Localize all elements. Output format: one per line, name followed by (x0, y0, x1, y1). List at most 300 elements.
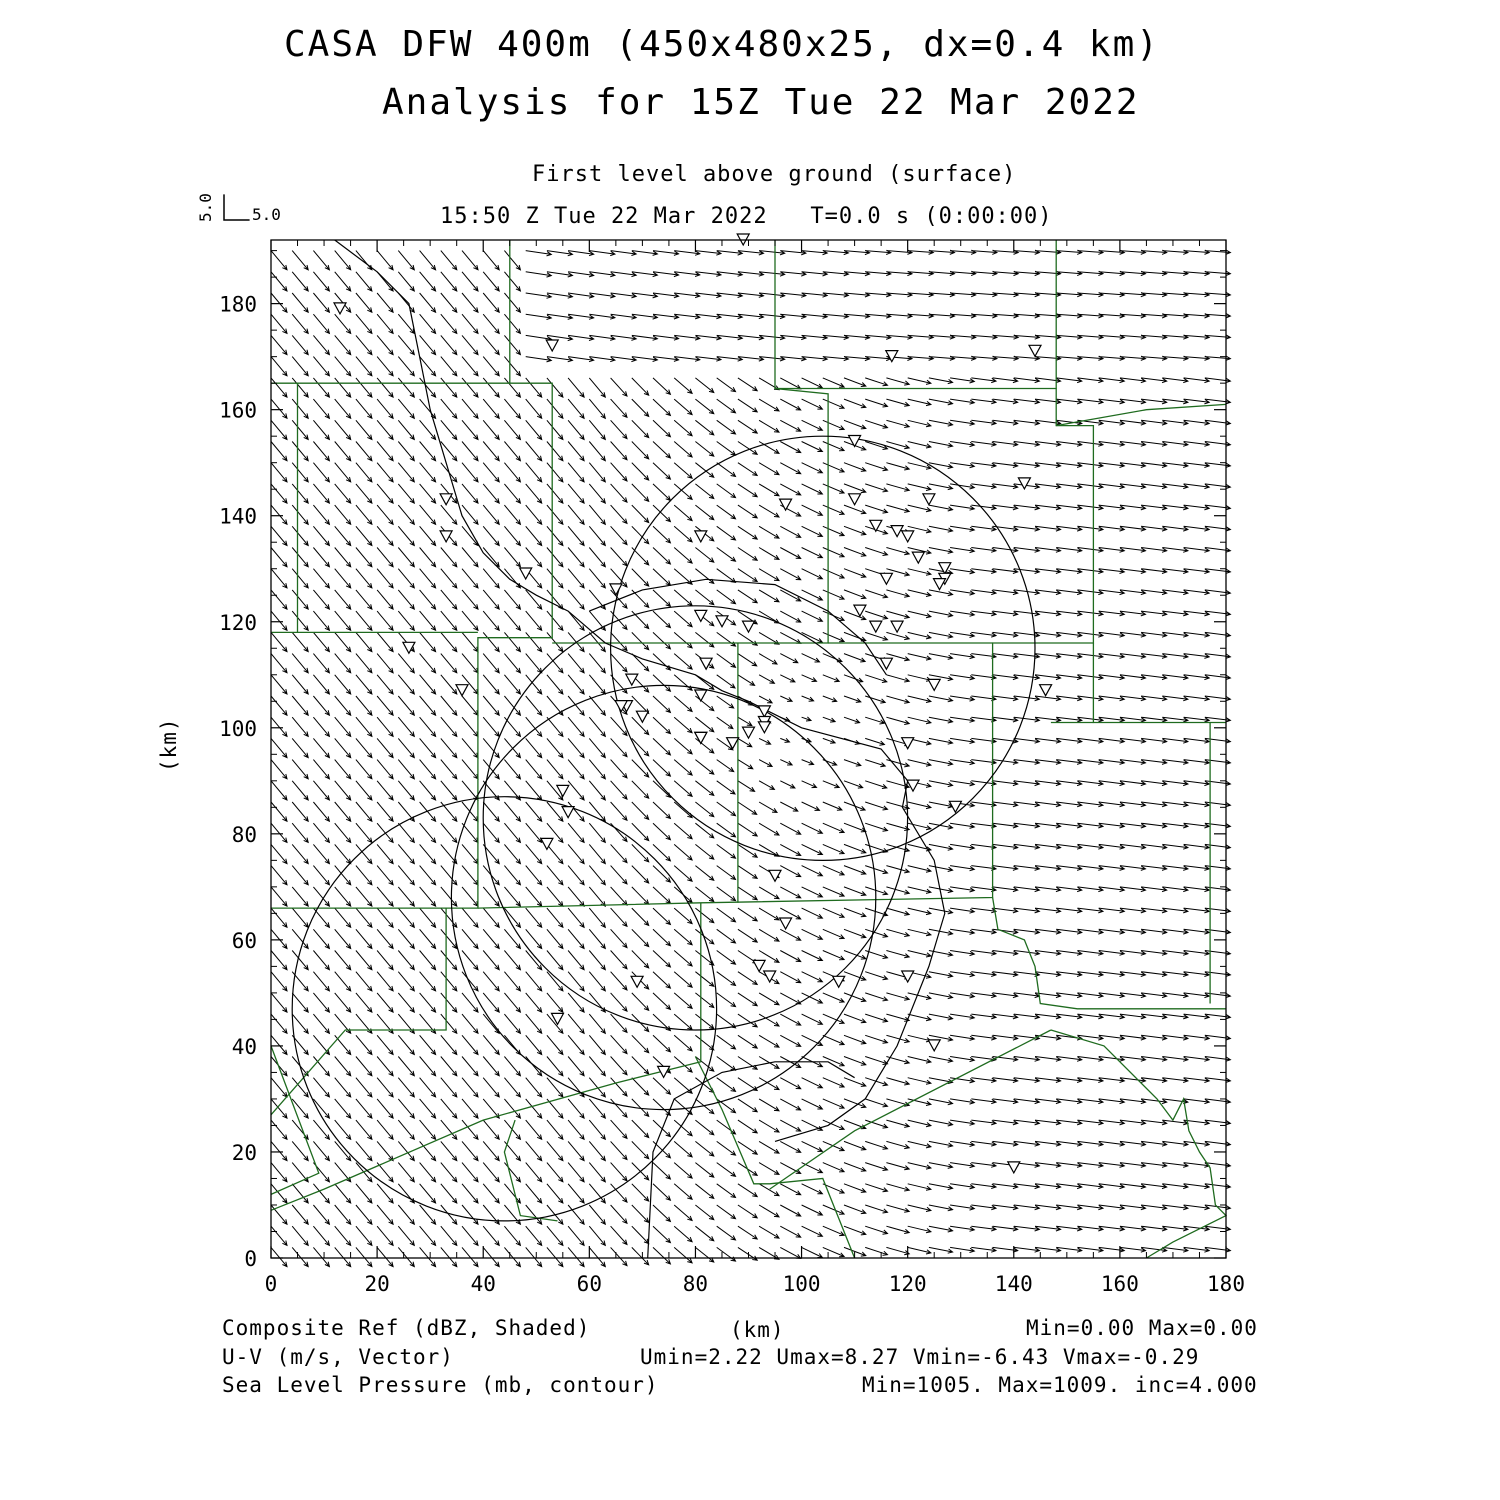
wind-vector (398, 1078, 414, 1097)
wind-vector (929, 1184, 953, 1190)
wind-vector (568, 908, 584, 927)
wind-vector (611, 484, 627, 502)
wind-vector (611, 908, 627, 926)
wind-vector (611, 1205, 627, 1223)
wind-vector (802, 611, 823, 621)
wind-vector (271, 929, 287, 948)
wind-vector (611, 929, 627, 947)
wind-vector (653, 696, 670, 712)
wind-vector (717, 505, 736, 519)
wind-vector (759, 569, 779, 581)
wind-vector (589, 569, 605, 588)
wind-vector (441, 569, 457, 588)
wind-vector (674, 696, 692, 712)
wind-vector (780, 1099, 800, 1110)
wind-vector (929, 929, 953, 935)
wind-vector (971, 611, 996, 616)
wind-vector (717, 1141, 736, 1155)
wind-vector (908, 1247, 931, 1254)
wind-vector (335, 717, 351, 736)
wind-vector (292, 1184, 308, 1203)
wind-vector (759, 781, 774, 790)
wind-vector (589, 1141, 605, 1160)
wind-vector (993, 696, 1018, 701)
wind-vector (971, 972, 996, 977)
wind-vector (611, 866, 627, 884)
wind-vector (398, 993, 414, 1012)
wind-vector (653, 442, 670, 458)
wind-vector (398, 335, 414, 354)
wind-vector (950, 1035, 974, 1040)
wind-vector (568, 866, 584, 885)
wind-vector (483, 1184, 499, 1203)
wind-vector (971, 399, 996, 404)
wind-vector (398, 929, 414, 948)
wind-vector (398, 611, 414, 630)
wind-vector (292, 420, 308, 439)
wind-vector (929, 993, 953, 999)
station-marker (854, 605, 866, 616)
wind-vector (504, 1099, 520, 1118)
wind-vector (504, 251, 520, 270)
wind-vector (441, 887, 457, 906)
wind-vector (504, 484, 520, 503)
wind-vector (483, 463, 499, 482)
wind-vector (292, 611, 308, 630)
wind-vector (674, 1163, 692, 1179)
wind-vector (377, 442, 393, 461)
wind-vector (335, 823, 351, 842)
wind-vector (695, 548, 713, 563)
wind-vector (526, 887, 542, 906)
wind-vector (653, 887, 670, 903)
wind-vector (313, 251, 329, 270)
wind-vector (335, 654, 351, 673)
wind-vector (462, 569, 478, 588)
x-tick-label: 180 (1207, 1272, 1245, 1296)
wind-vector (292, 1205, 308, 1224)
wind-vector (589, 526, 605, 545)
wind-vector (483, 951, 499, 970)
wind-vector (292, 484, 308, 503)
wind-vector (420, 569, 436, 588)
wind-vector (356, 781, 372, 800)
wind-vector (993, 1014, 1018, 1019)
wind-vector (335, 357, 351, 376)
wind-vector (950, 1247, 974, 1252)
wind-vector (780, 569, 800, 580)
wind-vector (908, 1226, 931, 1233)
wind-vector (377, 611, 393, 630)
wind-vector (292, 654, 308, 673)
wind-vector (356, 887, 372, 906)
station-marker (753, 960, 765, 971)
wind-vector (335, 463, 351, 482)
y-tick-label: 80 (231, 822, 257, 847)
wind-vector (377, 951, 393, 970)
wind-vector (632, 823, 649, 840)
wind-vector (653, 1163, 670, 1179)
wind-vector (377, 675, 393, 694)
wind-vector (653, 675, 670, 691)
wind-vector (356, 590, 372, 609)
wind-vector (865, 929, 887, 937)
wind-vector (483, 1099, 499, 1118)
wind-vector (568, 1226, 584, 1245)
wind-vector (993, 590, 1018, 595)
wind-vector (420, 844, 436, 863)
wind-vector (377, 632, 393, 651)
wind-vector (589, 378, 605, 397)
wind-vector (398, 738, 414, 757)
wind-vector (271, 654, 287, 673)
wind-vector (802, 844, 823, 854)
wind-vector (398, 1099, 414, 1118)
wind-vector (547, 1035, 563, 1054)
wind-vector (462, 887, 478, 906)
wind-vector (420, 993, 436, 1012)
wind-vector (1014, 1099, 1040, 1104)
wind-vector (886, 802, 909, 809)
wind-vector (441, 632, 457, 651)
wind-vector (632, 399, 649, 416)
wind-vector (356, 993, 372, 1012)
wind-vector (717, 420, 736, 434)
wind-vector (1014, 951, 1040, 956)
wind-vector (589, 654, 605, 673)
wind-vector (823, 993, 844, 1002)
wind-vector (908, 505, 931, 512)
wind-vector (950, 887, 974, 892)
wind-vector (823, 866, 844, 875)
wind-vector (674, 548, 692, 564)
county-line (271, 240, 552, 908)
wind-vector (738, 738, 752, 746)
wind-vector (568, 1099, 584, 1118)
wind-vector (802, 505, 823, 515)
station-marker (1029, 345, 1041, 356)
wind-vector (738, 399, 757, 412)
wind-vector (377, 293, 393, 312)
wind-vector (802, 1247, 823, 1257)
wind-vector (589, 823, 605, 842)
wind-vector (356, 399, 372, 418)
wind-vector (1014, 1014, 1040, 1019)
wind-vector (695, 1014, 713, 1029)
wind-vector (292, 1014, 308, 1033)
wind-vector (653, 993, 670, 1010)
wind-vector (950, 399, 974, 404)
wind-vector (971, 1014, 996, 1019)
wind-vector (632, 442, 649, 459)
wind-vector (420, 548, 436, 567)
wind-vector (908, 654, 931, 661)
wind-vector (398, 1057, 414, 1076)
wind-vector (929, 590, 953, 596)
wind-vector (759, 887, 779, 899)
wind-vector (292, 357, 308, 376)
wind-vector (504, 1184, 520, 1203)
wind-vector (971, 548, 996, 553)
wind-vector (695, 1205, 713, 1220)
wind-vector (759, 993, 779, 1005)
wind-vector (271, 357, 287, 376)
wind-vector (547, 929, 563, 948)
wind-vector (420, 1184, 436, 1203)
wind-vector (1014, 654, 1040, 659)
wind-vector (313, 399, 329, 418)
wind-vector (292, 738, 308, 757)
wind-vector (356, 866, 372, 885)
wind-vector (971, 993, 996, 998)
wind-vector (335, 251, 351, 270)
wind-vector (356, 611, 372, 630)
wind-vector (865, 1141, 887, 1149)
wind-vector (547, 654, 563, 673)
wind-vector (695, 823, 713, 838)
wind-vector (780, 654, 798, 663)
wind-vector (993, 951, 1018, 956)
wind-vector (908, 993, 931, 1000)
wind-vector (462, 251, 478, 270)
wind-vector (717, 993, 736, 1007)
wind-vector (377, 760, 393, 779)
wind-vector (993, 866, 1018, 871)
wind-vector (356, 1247, 372, 1266)
wind-vector (420, 484, 436, 503)
wind-vector (313, 378, 329, 397)
wind-vector (356, 823, 372, 842)
wind-vector (759, 505, 779, 517)
station-marker (928, 679, 940, 690)
wind-vector (886, 1014, 909, 1021)
wind-vector (971, 929, 996, 934)
wind-vector (759, 929, 779, 941)
wind-vector (674, 844, 692, 860)
wind-vector (547, 526, 563, 545)
wind-vector (993, 802, 1018, 807)
wind-vector (653, 526, 670, 543)
wind-vector (695, 802, 713, 817)
station-marker (546, 340, 558, 351)
wind-vector (908, 887, 931, 894)
wind-vector (292, 505, 308, 524)
wind-vector (398, 654, 414, 673)
wind-vector (738, 1184, 757, 1197)
wind-vector (950, 442, 974, 447)
wind-vector (377, 378, 393, 397)
wind-vector (632, 611, 649, 628)
x-tick-label: 0 (264, 1272, 278, 1296)
wind-vector (292, 1141, 308, 1160)
wind-vector (462, 611, 478, 630)
wind-vector (462, 399, 478, 418)
wind-vector (420, 866, 436, 885)
wind-vector (547, 717, 563, 736)
wind-vector (398, 908, 414, 927)
wind-vector (483, 675, 499, 694)
wind-vector (526, 929, 542, 948)
wind-vector (823, 399, 844, 408)
wind-vector (526, 781, 542, 800)
wind-vector (356, 738, 372, 757)
wind-vector (674, 929, 692, 945)
wind-vector (313, 526, 329, 545)
wind-vector (908, 760, 931, 767)
wind-vector (462, 908, 478, 927)
wind-vector (971, 908, 996, 913)
wind-vector (929, 1226, 953, 1232)
wind-vector (886, 929, 909, 936)
wind-vector (844, 760, 861, 767)
wind-vector (335, 611, 351, 630)
wind-vector (377, 717, 393, 736)
wind-vector (802, 696, 814, 701)
wind-vector (420, 1099, 436, 1118)
wind-vector (462, 760, 478, 779)
wind-vector (398, 781, 414, 800)
wind-vector (462, 1163, 478, 1182)
wind-vector (611, 505, 627, 523)
station-marker (1018, 478, 1030, 489)
wind-vector (504, 293, 520, 312)
wind-vector (653, 399, 670, 415)
wind-vector (823, 442, 844, 451)
wind-vector (844, 399, 866, 408)
wind-vector (929, 1247, 953, 1253)
wind-vector (865, 611, 887, 619)
wind-vector (526, 463, 542, 482)
wind-vector (462, 442, 478, 461)
wind-vector (908, 951, 931, 958)
wind-vector (313, 632, 329, 651)
footer-x-unit: (km) (730, 1318, 785, 1342)
wind-vector (993, 1035, 1018, 1040)
wind-vector (738, 866, 757, 879)
wind-vector (993, 654, 1018, 659)
wind-vector (271, 463, 287, 482)
footer-field3-label: Sea Level Pressure (mb, contour) (222, 1373, 659, 1397)
wind-vector (929, 1205, 953, 1211)
wind-vector (526, 951, 542, 970)
wind-vector (313, 420, 329, 439)
wind-vector (547, 1141, 563, 1160)
wind-vector (759, 802, 777, 812)
wind-vector (908, 590, 931, 597)
wind-vector (356, 463, 372, 482)
wind-vector (886, 1226, 909, 1233)
wind-vector (653, 569, 670, 586)
wind-vector (695, 760, 713, 775)
wind-vector (292, 251, 308, 270)
wind-vector (993, 823, 1018, 828)
wind-vector (589, 548, 605, 567)
wind-vector (335, 887, 351, 906)
wind-vector (420, 738, 436, 757)
wind-vector (674, 738, 692, 754)
wind-vector (1014, 632, 1040, 637)
wind-vector (568, 484, 584, 503)
wind-vector (335, 802, 351, 821)
wind-vector (526, 590, 542, 609)
wind-vector (335, 866, 351, 885)
wind-vector (271, 293, 287, 312)
wind-vector (441, 590, 457, 609)
wind-vector (717, 1078, 736, 1092)
wind-vector (313, 357, 329, 376)
wind-vector (462, 844, 478, 863)
wind-vector (865, 993, 887, 1001)
wind-vector (780, 802, 798, 811)
wind-vector (398, 1035, 414, 1054)
ref-vector-v-label: 5.0 (196, 193, 215, 222)
wind-vector (780, 442, 800, 453)
wind-vector (335, 844, 351, 863)
x-tick-label: 120 (888, 1272, 927, 1296)
x-tick-label: 20 (364, 1272, 390, 1296)
wind-vector (971, 951, 996, 956)
wind-vector (568, 738, 584, 757)
wind-vector (717, 1014, 736, 1028)
wind-vector (886, 1035, 909, 1042)
wind-vector (993, 632, 1018, 637)
pressure-contour (335, 240, 945, 1141)
wind-vector (993, 420, 1018, 425)
wind-vector (335, 420, 351, 439)
wind-vector (780, 1014, 800, 1025)
wind-vector (441, 548, 457, 567)
wind-vector (377, 972, 393, 991)
wind-vector (292, 399, 308, 418)
wind-vector (632, 463, 649, 480)
wind-vector (335, 442, 351, 461)
wind-vector (313, 463, 329, 482)
wind-vector (547, 463, 563, 482)
wind-vector (886, 823, 909, 830)
wind-vector (695, 463, 713, 478)
wind-vector (356, 314, 372, 333)
wind-vector (780, 1247, 800, 1258)
wind-vector (526, 738, 542, 757)
wind-vector (526, 1247, 542, 1266)
wind-vector (313, 1247, 329, 1266)
wind-vector (632, 1247, 649, 1264)
wind-vector (526, 1163, 542, 1182)
wind-vector (1014, 611, 1040, 616)
wind-vector (695, 717, 713, 732)
wind-vector (674, 1184, 692, 1200)
wind-vector (950, 760, 974, 765)
wind-vector (441, 993, 457, 1012)
wind-vector (971, 484, 996, 489)
wind-vector (674, 717, 692, 733)
wind-vector (483, 760, 499, 779)
wind-vector (950, 675, 974, 680)
wind-vector (377, 420, 393, 439)
wind-vector (526, 993, 542, 1012)
wind-vector (950, 1226, 974, 1231)
wind-vector (632, 781, 649, 798)
wind-vector (653, 1184, 670, 1200)
wind-vector (611, 632, 627, 650)
wind-vector (929, 1141, 953, 1147)
wind-vector (611, 1014, 627, 1032)
wind-vector (823, 632, 844, 641)
wind-vector (759, 1141, 779, 1153)
wind-vector (844, 1163, 866, 1172)
wind-vector (844, 548, 866, 557)
wind-vector (632, 420, 649, 437)
